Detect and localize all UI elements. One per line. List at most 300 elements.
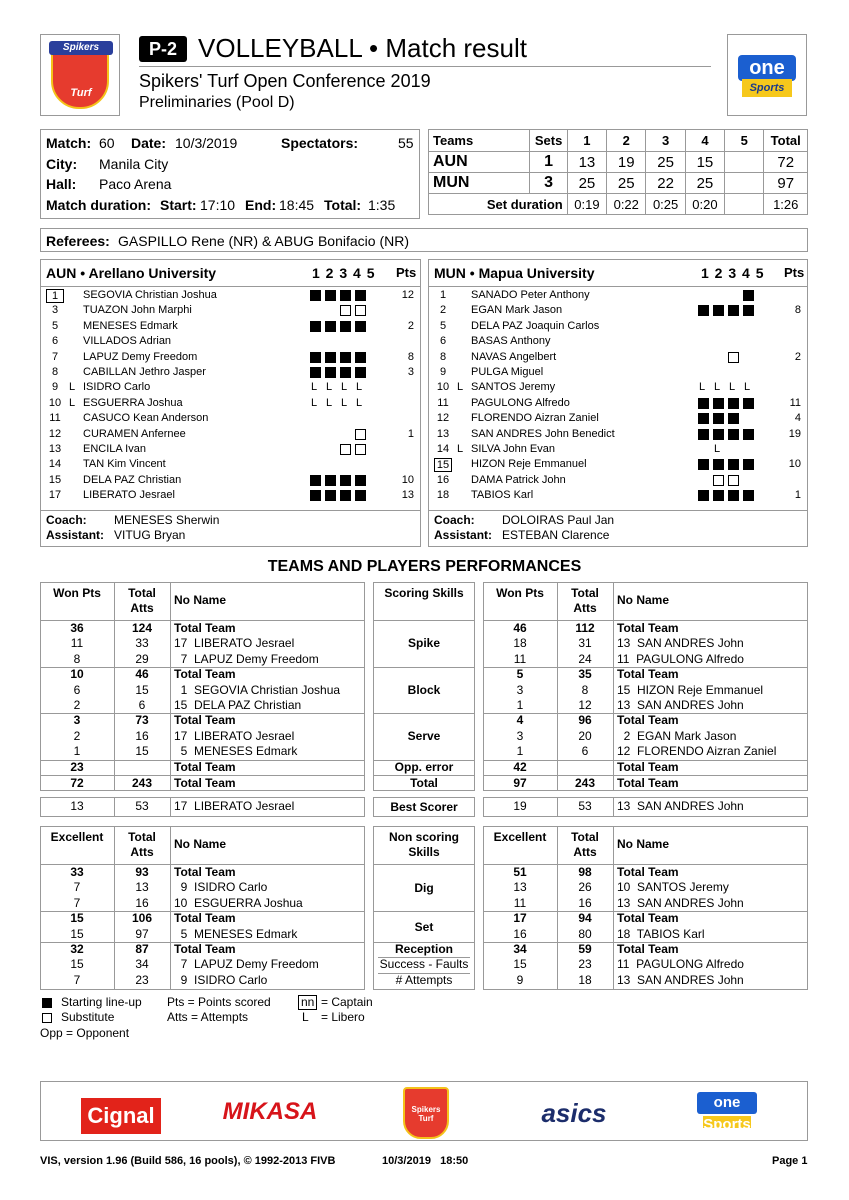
player-row <box>41 473 420 488</box>
scoring-skills-table <box>40 582 808 822</box>
total-attempts: 15 <box>135 744 149 759</box>
total-points: 97 <box>764 173 808 194</box>
hall-value: Paco Arena <box>99 176 172 192</box>
team-title: AUN • Arellano University <box>46 265 217 281</box>
player-number: 5 <box>51 319 59 332</box>
total-attempts: 23 <box>135 972 149 987</box>
competition-name: Spikers' Turf Open Conference 2019 <box>139 71 431 91</box>
end-time: 18:45 <box>279 197 315 213</box>
referees-box <box>40 228 808 252</box>
sets-won: 1 <box>530 152 567 173</box>
legend <box>40 995 440 1045</box>
assistant-name: ESTEBAN Clarence <box>502 528 610 542</box>
total-attempts: 96 <box>578 713 592 728</box>
end-label: End: <box>245 197 277 213</box>
player-name: EGAN Mark Jason <box>471 304 563 317</box>
won-points: 33 <box>70 865 84 879</box>
starting-square-icon <box>340 352 351 363</box>
page-title: VOLLEYBALL • Match result <box>198 33 527 63</box>
won-points: 3 <box>516 682 524 697</box>
player-points: 2 <box>794 350 801 363</box>
libero-set-icon: L <box>341 381 348 394</box>
player-row <box>429 488 807 503</box>
player-number: 7 <box>51 350 59 363</box>
won-points: 34 <box>513 942 527 956</box>
match-info-box <box>40 129 420 219</box>
player-number: 2 <box>439 304 447 317</box>
won-points: 13 <box>70 799 84 814</box>
starting-square-icon <box>325 321 336 332</box>
total-attempts: 6 <box>581 744 589 759</box>
starting-square-icon <box>355 475 366 486</box>
player-number: 6 <box>51 335 59 348</box>
player-entry: Total Team <box>617 942 679 956</box>
starting-square-icon <box>340 290 351 301</box>
player-row <box>429 365 807 380</box>
player-row <box>41 303 420 318</box>
substitute-square-icon <box>713 475 724 486</box>
won-points: 1 <box>516 698 524 712</box>
starting-square-icon <box>713 459 724 470</box>
header-total-atts: Total Atts <box>128 586 156 615</box>
player-number: 1 <box>46 289 64 303</box>
substitute-square-icon <box>340 305 351 316</box>
player-entry: Total Team <box>174 776 236 790</box>
match-number: 60 <box>99 135 115 151</box>
player-entry: 17 LIBERATO Jesrael <box>174 799 295 814</box>
pts-header: Pts <box>784 265 805 280</box>
player-number: 17 <box>48 489 62 502</box>
player-row <box>41 427 420 442</box>
header-set5: 5 <box>725 130 764 152</box>
player-row <box>41 319 420 334</box>
player-number: 15 <box>48 473 62 486</box>
player-number: 16 <box>436 473 450 486</box>
header-skills: Non scoring Skills <box>388 830 459 859</box>
coach-label: Coach: <box>434 513 475 527</box>
sets-won: 3 <box>530 173 567 194</box>
match-label: Match: <box>46 135 92 151</box>
assistant-label: Assistant: <box>46 528 105 542</box>
total-attempts: 243 <box>574 776 596 790</box>
set-score: 19 <box>607 152 646 173</box>
set-duration: 0:22 <box>607 194 646 215</box>
player-row <box>429 350 807 365</box>
starting-square-icon <box>728 459 739 470</box>
player-entry: 15 DELA PAZ Christian <box>174 698 302 712</box>
player-entry: Total Team <box>617 759 679 774</box>
starting-square-icon <box>310 490 321 501</box>
won-points: 72 <box>70 776 84 790</box>
player-entry: Total Team <box>174 667 236 682</box>
header-set2: 2 <box>607 130 646 152</box>
starting-square-icon <box>698 459 709 470</box>
mikasa-logo: MIKASA <box>222 1098 318 1125</box>
player-name: SEGOVIA Christian Joshua <box>83 289 217 301</box>
player-name: SILVA John Evan <box>471 443 555 455</box>
libero-set-icon: L <box>714 381 721 394</box>
score-row-aun <box>429 152 808 173</box>
row-divider <box>378 973 470 974</box>
total-label: Total: <box>324 197 362 213</box>
player-points: 4 <box>794 412 801 425</box>
starting-square-icon <box>743 429 754 440</box>
player-row <box>41 457 420 472</box>
nonscoring-skills-table <box>40 826 808 990</box>
total-attempts: 35 <box>578 667 592 682</box>
total-attempts: 16 <box>135 895 149 910</box>
starting-square-icon <box>325 490 336 501</box>
asics-logo: asics <box>541 1098 607 1128</box>
won-points: 1 <box>73 744 81 759</box>
starting-square-icon <box>310 352 321 363</box>
one-logo-text: one <box>738 55 796 81</box>
player-number: 10 <box>48 396 62 409</box>
footer-version: VIS, version 1.96 (Build 586, 16 pools), © 1992-2013 FIVB <box>40 1155 336 1167</box>
header-sets: Sets <box>530 130 567 152</box>
player-row <box>41 488 420 503</box>
team-code: AUN <box>429 152 530 173</box>
team-lineup-aun <box>40 259 421 547</box>
cignal-logo: Cignal <box>81 1098 161 1134</box>
total-attempts: 33 <box>135 636 149 651</box>
skill-name: Block <box>407 682 441 697</box>
player-list <box>41 288 420 508</box>
player-points: 2 <box>407 319 414 332</box>
starting-square-icon <box>355 290 366 301</box>
substitute-square-icon <box>728 475 739 486</box>
skill-name: Spike <box>407 636 440 651</box>
player-number: 11 <box>49 412 61 425</box>
substitute-square-icon <box>42 1013 52 1023</box>
legend-libero-l: L <box>302 1010 309 1024</box>
header-set1: 1 <box>567 130 606 152</box>
player-name: SAN ANDRES John Benedict <box>471 427 615 440</box>
total-attempts: 16 <box>135 728 149 743</box>
won-points: 8 <box>73 651 81 666</box>
player-number: 12 <box>48 427 62 440</box>
starting-square-icon <box>355 490 366 501</box>
starting-square-icon <box>325 367 336 378</box>
player-entry: 7 LAPUZ Demy Freedom <box>174 651 319 666</box>
row-divider <box>373 667 475 668</box>
total-attempts: 53 <box>135 799 149 814</box>
header-set3: 3 <box>646 130 685 152</box>
won-points: 2 <box>73 728 81 743</box>
set-duration-row <box>429 194 808 215</box>
column-divider <box>170 826 171 990</box>
total-attempts: 24 <box>578 651 592 666</box>
substitute-square-icon <box>340 444 351 455</box>
starting-square-icon <box>340 475 351 486</box>
won-points: 7 <box>73 880 81 895</box>
player-list <box>429 288 807 508</box>
header-total-atts: Total Atts <box>571 586 599 615</box>
won-points: 15 <box>513 957 527 972</box>
player-entry: Total Team <box>174 713 236 728</box>
starting-square-icon <box>325 352 336 363</box>
logo-text-bottom: Turf <box>70 87 92 99</box>
starting-square-icon <box>743 290 754 301</box>
substitute-square-icon <box>728 352 739 363</box>
libero-set-icon: L <box>729 381 736 394</box>
starting-square-icon <box>42 998 52 1008</box>
player-name: BASAS Anthony <box>471 335 551 348</box>
spectators-count: 55 <box>398 135 414 151</box>
player-number: 3 <box>51 304 59 317</box>
won-points: 51 <box>513 865 527 879</box>
title-divider <box>139 66 711 67</box>
start-label: Start: <box>160 197 197 213</box>
won-points: 46 <box>513 621 527 635</box>
player-number: 8 <box>51 366 59 378</box>
total-attempts: 94 <box>578 911 592 926</box>
player-row <box>429 411 807 426</box>
sports-logo-text: Sports <box>742 79 792 97</box>
player-row <box>41 411 420 426</box>
player-row <box>429 427 807 442</box>
won-points: 1 <box>516 744 524 759</box>
set-score: 25 <box>607 173 646 194</box>
player-row <box>429 319 807 334</box>
total-attempts: 98 <box>578 865 592 879</box>
libero-set-icon: L <box>356 396 363 409</box>
player-entry: Total Team <box>617 776 679 790</box>
total-attempts: 16 <box>578 895 592 910</box>
set-score: 25 <box>685 173 724 194</box>
starting-square-icon <box>698 305 709 316</box>
player-row <box>429 334 807 349</box>
total-attempts: 15 <box>135 682 149 697</box>
player-entry: 11 PAGULONG Alfredo <box>617 651 744 666</box>
starting-square-icon <box>355 367 366 378</box>
starting-square-icon <box>728 429 739 440</box>
player-entry: 10 ESGUERRA Joshua <box>174 895 303 910</box>
won-points: 10 <box>70 667 84 682</box>
player-row <box>429 380 807 395</box>
set-score: 25 <box>567 173 606 194</box>
starting-square-icon <box>310 475 321 486</box>
starting-square-icon <box>698 490 709 501</box>
player-name: ISIDRO Carlo <box>83 381 151 394</box>
won-points: 13 <box>513 880 527 895</box>
player-entry: 17 LIBERATO Jesrael <box>174 728 295 743</box>
player-points: 10 <box>401 473 414 486</box>
footer-date: 10/3/2019 18:50 <box>382 1155 469 1167</box>
team-code: MUN <box>429 173 530 194</box>
legend-atts: Atts = Attempts <box>167 1010 249 1024</box>
player-points: 10 <box>788 458 801 471</box>
player-row <box>429 288 807 303</box>
starting-square-icon <box>728 490 739 501</box>
player-points: 1 <box>794 489 801 502</box>
legend-captain: = Captain <box>321 995 373 1009</box>
total-attempts: 34 <box>135 957 149 972</box>
starting-square-icon <box>310 290 321 301</box>
player-name: PAGULONG Alfredo <box>471 396 570 409</box>
player-entry: Total Team <box>617 713 679 728</box>
player-points: 19 <box>788 427 801 440</box>
set-headers: 1 2 3 4 5 <box>701 265 765 281</box>
total-attempts: 20 <box>578 728 592 743</box>
player-entry: 7 LAPUZ Demy Freedom <box>174 957 319 972</box>
won-points: 7 <box>73 895 81 910</box>
total-attempts: 31 <box>578 636 592 651</box>
total-points: 72 <box>764 152 808 173</box>
starting-square-icon <box>713 429 724 440</box>
column-divider <box>613 826 614 990</box>
set-score <box>725 173 764 194</box>
player-name: NAVAS Angelbert <box>471 350 557 363</box>
total-attempts: 243 <box>131 776 153 790</box>
page-badge: P-2 <box>139 36 187 62</box>
set-headers: 1 2 3 4 5 <box>312 265 376 281</box>
libero-set-icon: L <box>699 381 706 394</box>
logo-text-top: Spikers <box>49 41 113 55</box>
player-entry: 9 ISIDRO Carlo <box>174 880 268 895</box>
player-number: 12 <box>436 412 450 425</box>
won-points: 5 <box>516 667 524 682</box>
legend-pts: Pts = Points scored <box>167 995 271 1009</box>
player-name: TAN Kim Vincent <box>83 458 166 471</box>
assistant-label: Assistant: <box>434 528 493 542</box>
starting-square-icon <box>698 413 709 424</box>
coach-name: MENESES Sherwin <box>114 513 220 527</box>
total-attempts: 73 <box>135 713 149 728</box>
starting-square-icon <box>698 429 709 440</box>
set-duration: 0:25 <box>646 194 685 215</box>
won-points: 23 <box>70 759 84 774</box>
won-points: 17 <box>513 911 527 926</box>
player-row <box>429 473 807 488</box>
total-attempts: 46 <box>135 667 149 682</box>
starting-square-icon <box>743 459 754 470</box>
player-entry: Total Team <box>617 621 679 635</box>
sponsor-bar <box>40 1081 808 1141</box>
won-points: 7 <box>73 972 81 987</box>
header-exc: Excellent <box>493 830 547 844</box>
libero-set-icon: L <box>311 396 318 409</box>
player-entry: 5 MENESES Edmark <box>174 744 298 759</box>
header-no-name: No Name <box>174 593 227 607</box>
player-number: 8 <box>439 350 447 363</box>
starting-square-icon <box>310 367 321 378</box>
player-entry: Total Team <box>617 667 679 682</box>
starting-square-icon <box>355 352 366 363</box>
won-points: 4 <box>516 713 524 728</box>
libero-set-icon: L <box>714 443 721 455</box>
player-name: ESGUERRA Joshua <box>83 396 183 409</box>
won-points: 15 <box>70 911 84 926</box>
player-row <box>41 334 420 349</box>
substitute-square-icon <box>355 429 366 440</box>
spectators-label: Spectators: <box>281 135 359 151</box>
player-entry: 13 SAN ANDRES John <box>617 698 744 712</box>
pts-header: Pts <box>396 265 417 280</box>
player-name: ENCILA Ivan <box>83 443 146 455</box>
won-points: 16 <box>513 926 527 941</box>
total-attempts: 112 <box>575 621 595 635</box>
player-name: VILLADOS Adrian <box>83 335 172 348</box>
won-points: 11 <box>70 636 84 651</box>
player-entry: Total Team <box>174 621 236 635</box>
header-no-name: No Name <box>617 837 670 851</box>
won-points: 19 <box>513 799 527 814</box>
starting-square-icon <box>743 398 754 409</box>
won-points: 97 <box>513 776 527 790</box>
row-divider <box>373 864 475 865</box>
won-points: 32 <box>70 942 84 956</box>
footer-page: Page 1 <box>772 1155 808 1167</box>
legend-libero: = Libero <box>321 1010 365 1024</box>
coach-divider <box>429 510 807 511</box>
libero-set-icon: L <box>326 381 333 394</box>
starting-square-icon <box>340 321 351 332</box>
city-label: City: <box>46 156 78 172</box>
header-won: Won Pts <box>496 586 544 600</box>
player-points: 3 <box>407 366 414 378</box>
won-points: 11 <box>513 895 527 910</box>
total-duration: 1:26 <box>764 194 808 215</box>
player-name: CABILLAN Jethro Jasper <box>83 366 206 378</box>
row-divider <box>378 957 470 958</box>
player-number: 15 <box>434 458 452 472</box>
skill-sub: # Attempts <box>395 972 453 987</box>
total-attempts: 106 <box>131 911 153 926</box>
player-name: TUAZON John Marphi <box>83 304 192 317</box>
team-lineup-mun <box>428 259 808 547</box>
won-points: 18 <box>513 636 527 651</box>
player-row <box>41 365 420 380</box>
starting-square-icon <box>728 413 739 424</box>
won-points: 15 <box>70 957 84 972</box>
libero-set-icon: L <box>356 381 363 394</box>
substitute-square-icon <box>355 305 366 316</box>
player-entry: 12 FLORENDO Aizran Zaniel <box>617 744 777 759</box>
player-number: 9 <box>439 366 447 378</box>
player-entry: 5 MENESES Edmark <box>174 926 298 941</box>
duration-label: Match duration: <box>46 197 151 213</box>
coach-divider <box>41 510 420 511</box>
starting-square-icon <box>713 398 724 409</box>
player-entry: Total Team <box>174 759 236 774</box>
player-points: 8 <box>794 304 801 317</box>
starting-square-icon <box>713 305 724 316</box>
player-row <box>41 380 420 395</box>
set-duration: 0:19 <box>567 194 606 215</box>
total-attempts: 97 <box>135 926 149 941</box>
player-row <box>41 350 420 365</box>
team-title: MUN • Mapua University <box>434 265 595 281</box>
header-skills: Scoring Skills <box>384 586 464 600</box>
player-name: DAMA Patrick John <box>471 473 566 486</box>
player-number: 9 <box>51 381 59 394</box>
set-score: 15 <box>685 152 724 173</box>
total-attempts: 80 <box>578 926 592 941</box>
total-time: 1:35 <box>368 197 396 213</box>
total-attempts: 18 <box>578 972 592 987</box>
header-no-name: No Name <box>617 593 670 607</box>
starting-square-icon <box>743 305 754 316</box>
referees-value: GASPILLO Rene (NR) & ABUG Bonifacio (NR) <box>118 233 409 249</box>
player-number: 18 <box>436 489 450 502</box>
starting-square-icon <box>743 490 754 501</box>
total-attempts: 53 <box>578 799 592 814</box>
player-entry: 18 TABIOS Karl <box>617 926 705 941</box>
one-sports-small-text: one Sports <box>697 1092 757 1114</box>
player-entry: Total Team <box>174 865 236 879</box>
score-table <box>428 129 808 215</box>
